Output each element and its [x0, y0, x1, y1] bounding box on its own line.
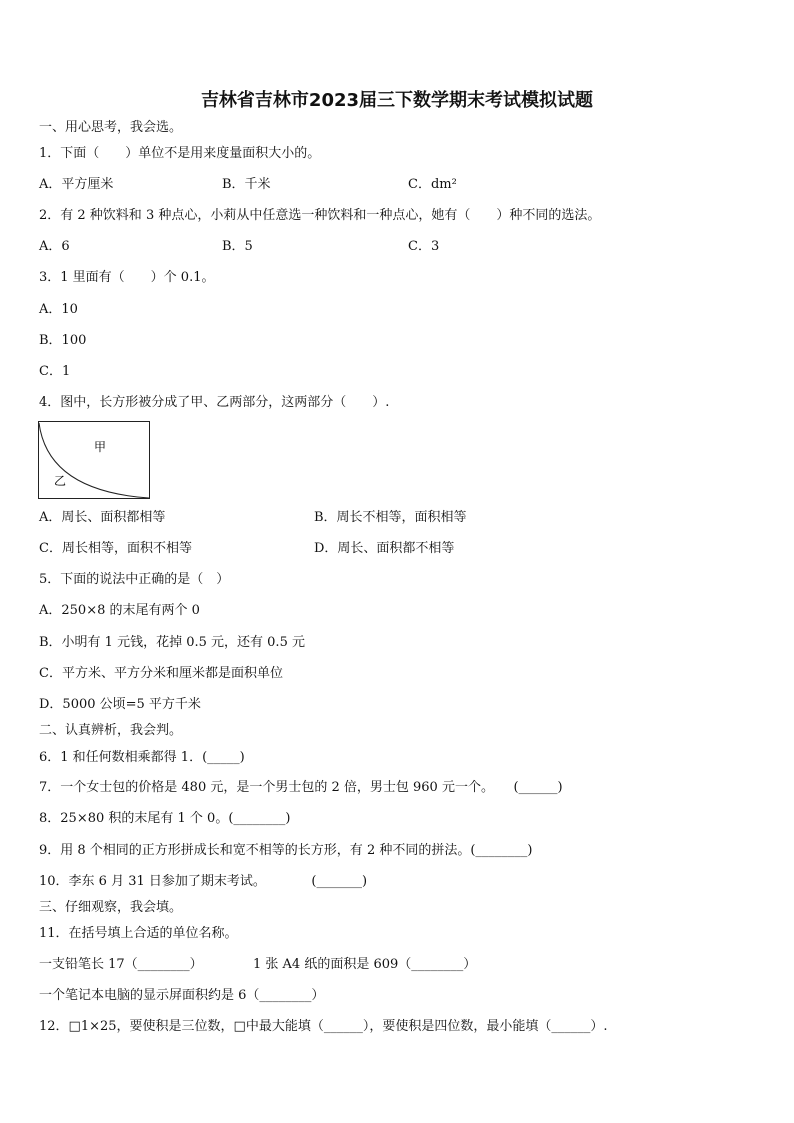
question-1: 1．下面（ ）单位不是用来度量面积大小的。: [39, 146, 321, 161]
question-4: 4．图中，长方形被分成了甲、乙两部分，这两部分（ ）.: [39, 395, 390, 410]
question-12: 12．□1×25，要使积是三位数，□中最大能填（______），要使积是四位数，最小能填（______）.: [39, 1019, 608, 1034]
section-heading-1: 一、用心思考，我会选。: [39, 120, 183, 135]
q4-option-c: C．周长相等，面积不相等: [39, 541, 192, 556]
question-9: 9．用 8 个相同的正方形拼成长和宽不相等的长方形，有 2 种不同的拼法。(________): [39, 843, 533, 858]
q2-option-c: C．3: [408, 239, 440, 254]
question-2: 2．有 2 种饮料和 3 种点心，小莉从中任意选一种饮料和一种点心，她有（ ）种不同的选法。: [39, 208, 601, 223]
question-6: 6．1 和任何数相乘都得 1．(_____): [39, 750, 245, 765]
figure-label-yi: 乙: [54, 474, 67, 488]
q5-option-c: C．平方米、平方分米和厘米都是面积单位: [39, 666, 283, 681]
question-8: 8．25×80 积的末尾有 1 个 0。(________): [39, 811, 291, 826]
q4-option-a: A．周长、面积都相等: [39, 510, 166, 525]
q1-option-a: A．平方厘米: [39, 177, 114, 192]
q3-option-c: C．1: [39, 364, 71, 379]
question-11: 11．在括号填上合适的单位名称。: [39, 926, 238, 941]
figure-label-jia: 甲: [94, 440, 107, 454]
question-10: 10．李东 6 月 31 日参加了期末考试。 (_______): [39, 874, 368, 889]
question-5: 5．下面的说法中正确的是（ ）: [39, 572, 230, 587]
q4-option-d: D．周长、面积都不相等: [314, 541, 455, 556]
q1-option-b: B．千米: [222, 177, 271, 192]
q3-option-a: A．10: [39, 302, 78, 317]
q5-option-a: A．250×8 的末尾有两个 0: [39, 603, 200, 618]
section-heading-2: 二、认真辨析，我会判。: [39, 723, 183, 738]
q5-option-b: B．小明有 1 元钱，花掉 0.5 元，还有 0.5 元: [39, 635, 305, 650]
question-7: 7．一个女士包的价格是 480 元，是一个男士包的 2 倍，男士包 960 元一个。 (______): [39, 780, 563, 795]
q11-blank-a4: 1 张 A4 纸的面积是 609（________）: [253, 957, 477, 972]
q11-blank-pencil: 一支铅笔长 17（________）: [39, 957, 203, 972]
q2-option-b: B．5: [222, 239, 253, 254]
q1-option-c: C．dm²: [408, 177, 457, 192]
q3-option-b: B．100: [39, 333, 87, 348]
rectangle-figure: [38, 421, 150, 499]
question-3: 3．1 里面有（ ）个 0.1。: [39, 270, 215, 285]
section-heading-3: 三、仔细观察，我会填。: [39, 900, 183, 915]
q2-option-a: A．6: [39, 239, 70, 254]
q4-option-b: B．周长不相等，面积相等: [314, 510, 467, 525]
page-title: 吉林省吉林市2023届三下数学期末考试模拟试题: [200, 90, 594, 111]
q11-blank-laptop: 一个笔记本电脑的显示屏面积约是 6（________）: [39, 988, 325, 1003]
q5-option-d: D．5000 公顷=5 平方千米: [39, 697, 201, 712]
